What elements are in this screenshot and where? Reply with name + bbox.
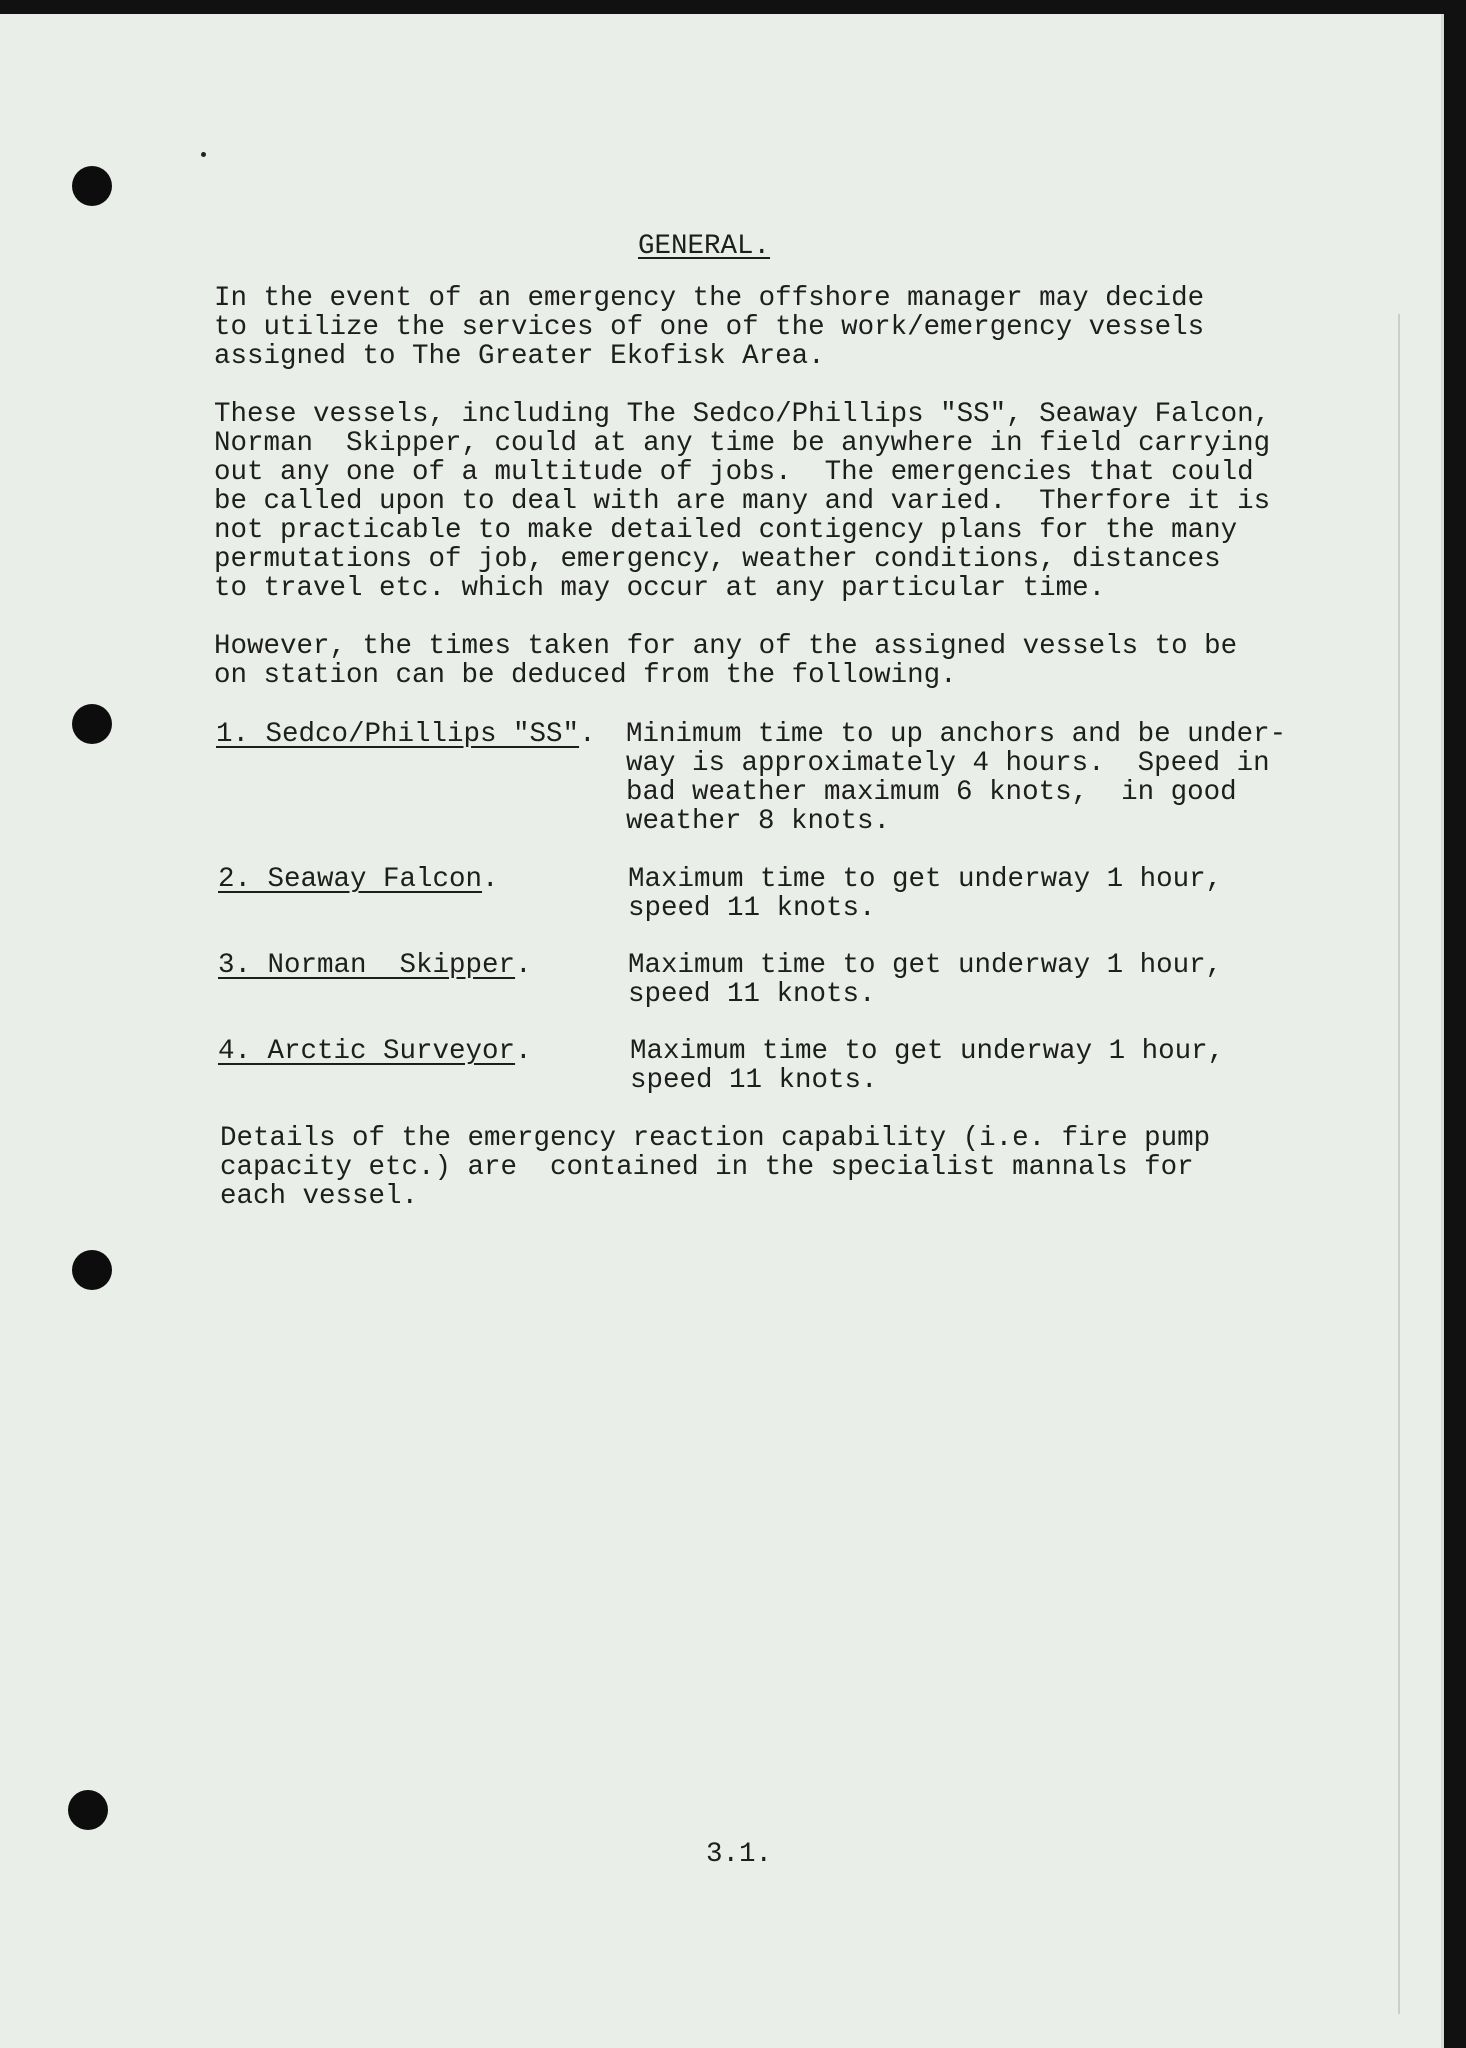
- vessels-line: Norman Skipper, could at any time be anywhere in field carrying: [214, 428, 1271, 459]
- vessel-item-4-desc: speed 11 knots.: [630, 1065, 878, 1096]
- details-line: capacity etc.) are contained in the specialist mannals for: [220, 1152, 1194, 1183]
- vessel-name-suffix: .: [515, 950, 532, 981]
- vessel-item-1-name: [216, 720, 596, 749]
- vessel-name-suffix: .: [579, 719, 596, 750]
- vessel-item-1-desc: bad weather maximum 6 knots, in good: [626, 777, 1237, 808]
- vessels-line: These vessels, including The Sedco/Phillips "SS", Seaway Falcon,: [214, 399, 1271, 430]
- punch-hole-icon: [72, 1250, 112, 1290]
- vessel-item-4-name: [218, 1037, 532, 1066]
- page-number: 3.1.: [706, 1839, 773, 1870]
- vessels-line: out any one of a multitude of jobs. The emergencies that could: [214, 457, 1254, 488]
- punch-hole-icon: [72, 166, 112, 206]
- vessel-name: 4. Arctic Surveyor: [218, 1036, 516, 1067]
- vessel-item-3-desc: speed 11 knots.: [628, 979, 876, 1010]
- intro-line: to utilize the services of one of the work/emergency vessels: [214, 312, 1205, 343]
- intro-line: assigned to The Greater Ekofisk Area.: [214, 341, 825, 372]
- vessel-item-3-name: [218, 951, 532, 980]
- vessel-item-2-desc: speed 11 knots.: [628, 893, 876, 924]
- vessel-name-suffix: .: [515, 1036, 532, 1067]
- section-heading: GENERAL.: [638, 231, 771, 262]
- vessel-item-1-desc: Minimum time to up anchors and be under-: [626, 719, 1287, 750]
- vessel-item-3-desc: Maximum time to get underway 1 hour,: [628, 950, 1223, 981]
- vessel-name-suffix: .: [482, 864, 499, 895]
- punch-hole-icon: [68, 1790, 108, 1830]
- however-line: However, the times taken for any of the assigned vessels to be: [214, 631, 1238, 662]
- vessels-line: to travel etc. which may occur at any particular time.: [214, 573, 1106, 604]
- details-line: each vessel.: [220, 1181, 419, 1212]
- vessel-name: 1. Sedco/Phillips "SS": [216, 719, 580, 750]
- vessel-item-1-desc: way is approximately 4 hours. Speed in: [626, 748, 1270, 779]
- document-page: [0, 14, 1444, 2048]
- vessels-line: permutations of job, emergency, weather conditions, distances: [214, 544, 1221, 575]
- vessels-line: be called upon to deal with are many and varied. Therfore it is: [214, 486, 1271, 517]
- vessels-line: not practicable to make detailed contigency plans for the many: [214, 515, 1238, 546]
- vessel-item-1-desc: weather 8 knots.: [626, 806, 891, 837]
- intro-line: In the event of an emergency the offshore manager may decide: [214, 283, 1205, 314]
- vessel-name: 2. Seaway Falcon: [218, 864, 483, 895]
- vessel-item-2-name: [218, 865, 499, 894]
- vessel-name: 3. Norman Skipper: [218, 950, 516, 981]
- vessel-item-4-desc: Maximum time to get underway 1 hour,: [630, 1036, 1225, 1067]
- punch-hole-icon: [72, 704, 112, 744]
- details-line: Details of the emergency reaction capability (i.e. fire pump: [220, 1123, 1211, 1154]
- scan-edge-line: [1398, 314, 1400, 2014]
- however-line: on station can be deduced from the following.: [214, 660, 957, 691]
- vessel-item-2-desc: Maximum time to get underway 1 hour,: [628, 864, 1223, 895]
- speck-mark: [201, 152, 206, 157]
